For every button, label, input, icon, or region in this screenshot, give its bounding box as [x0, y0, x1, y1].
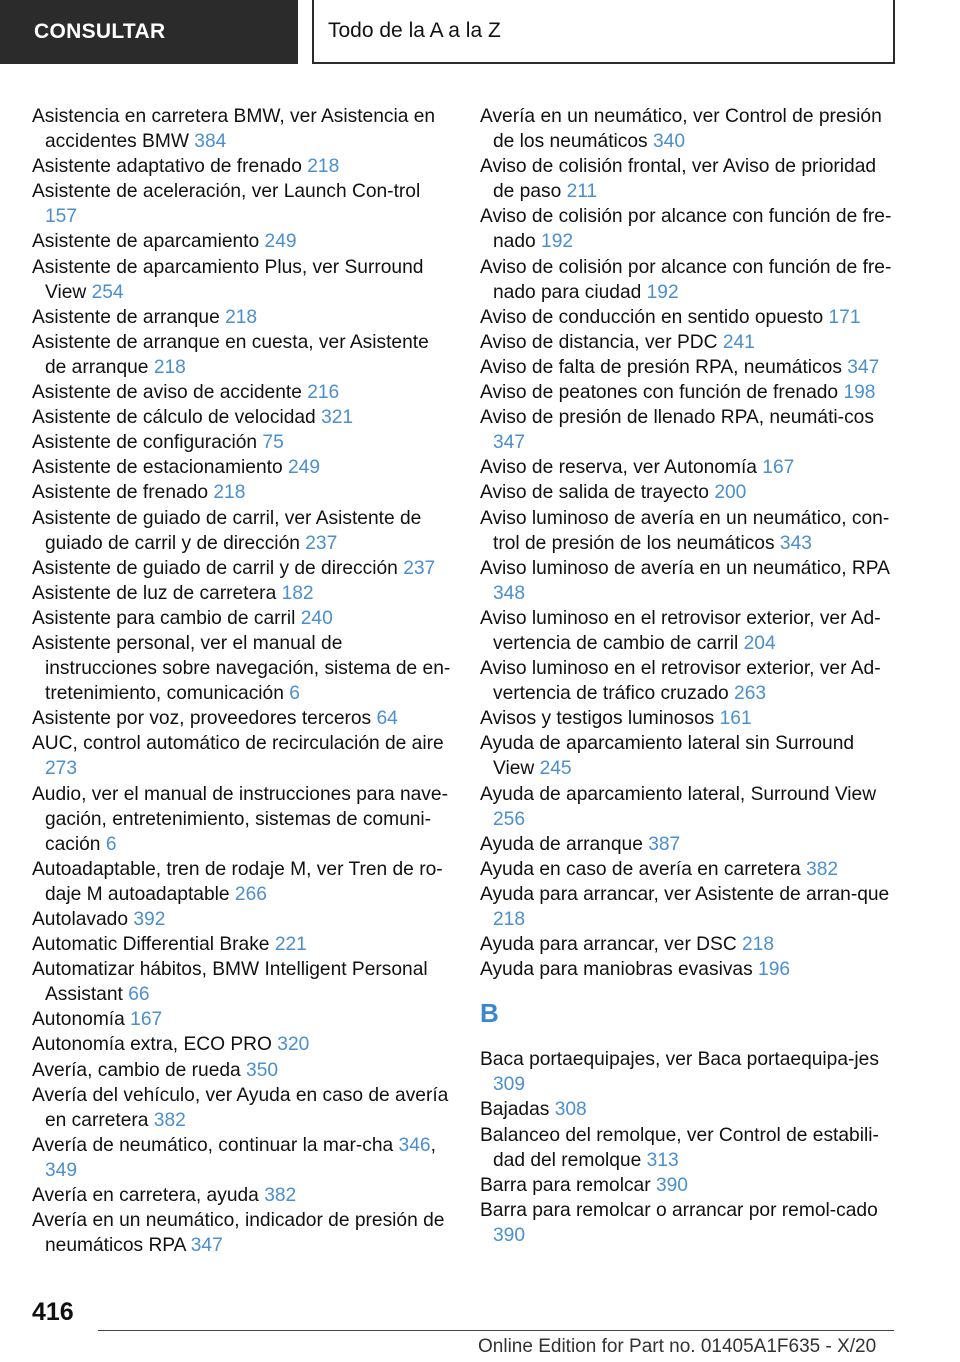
page-reference-link[interactable]: 382 — [806, 858, 839, 880]
footer-divider — [98, 1330, 894, 1331]
index-term: Asistente personal, ver el manual de instrucciones sobre navegación, sistema de en-tretenimiento, comunicación — [32, 632, 451, 705]
index-term: Asistente de configuración — [32, 432, 258, 454]
index-entry — [480, 731, 900, 781]
index-term: Avería en un neumático, indicador de presión de neumáticos RPA — [32, 1210, 445, 1257]
index-term: Avería de neumático, continuar la mar-cha — [32, 1134, 394, 1156]
index-entry — [480, 1123, 900, 1173]
index-term: Audio, ver el manual de instrucciones para nave-gación, entretenimiento, sistemas de comuni-cación — [32, 783, 448, 855]
index-entry — [32, 330, 452, 380]
index-entry — [480, 782, 900, 832]
index-entry — [32, 480, 452, 505]
page-reference-link[interactable]: 390 — [493, 1224, 526, 1246]
page-reference-link[interactable]: 256 — [493, 808, 526, 830]
index-entry — [32, 556, 452, 581]
index-term: Avisos y testigos luminosos — [480, 708, 715, 730]
index-term: Barra para remolcar — [480, 1174, 651, 1196]
page-reference-link[interactable]: 349 — [45, 1159, 78, 1181]
index-entry — [480, 255, 900, 305]
section-tab-consultar: CONSULTAR — [0, 0, 298, 64]
page-reference-link[interactable]: 192 — [646, 281, 679, 303]
index-term: Asistente de guiado de carril, ver Asistente de guiado de carril y de dirección — [32, 507, 422, 554]
index-entry — [32, 506, 452, 556]
page-reference-link[interactable]: 204 — [743, 632, 776, 654]
index-entry — [32, 179, 452, 229]
page-reference-link[interactable]: 346 — [398, 1134, 431, 1156]
page-reference-link[interactable]: 200 — [714, 482, 747, 504]
index-term: Avería en carretera, ayuda — [32, 1185, 259, 1207]
page-reference-link[interactable]: 348 — [493, 582, 526, 604]
index-term: Aviso de falta de presión RPA, neumáticos — [480, 356, 842, 378]
index-entry — [32, 1007, 452, 1032]
index-term: Asistente de cálculo de velocidad — [32, 407, 316, 429]
index-entry — [480, 480, 900, 505]
index-group-a — [480, 104, 900, 982]
index-term: Ayuda para arrancar, ver Asistente de arran-que — [480, 883, 890, 905]
index-entry: Avería de neumático, continuar la mar-cha 346, 349 — [32, 1134, 436, 1181]
page-reference-link[interactable]: 221 — [274, 934, 307, 956]
index-entry — [480, 1198, 900, 1248]
page-reference-link[interactable]: 384 — [194, 131, 227, 153]
index-entry — [480, 506, 900, 556]
index-entry — [480, 957, 900, 982]
page-reference-link[interactable]: 350 — [246, 1059, 279, 1081]
page-reference-link[interactable]: 218 — [153, 356, 186, 378]
index-term: Baca portaequipajes, ver Baca portaequipa-jes — [480, 1049, 879, 1071]
page-reference-link[interactable]: 64 — [376, 708, 398, 730]
index-term: Aviso luminoso de avería en un neumático, con-trol de presión de los neumáticos — [480, 507, 890, 554]
index-entry — [32, 1083, 452, 1133]
index-entry — [32, 455, 452, 480]
index-entry — [480, 1047, 900, 1097]
page-reference-link[interactable]: 266 — [234, 883, 267, 905]
index-entry — [32, 1032, 452, 1057]
page-reference-link[interactable]: 167 — [130, 1009, 163, 1031]
index-term: Aviso luminoso de avería en un neumático, RPA — [480, 557, 889, 579]
index-entry — [32, 907, 452, 932]
page-reference-link[interactable]: 167 — [762, 457, 795, 479]
index-term: Balanceo del remolque, ver Control de estabili-dad del remolque — [480, 1124, 879, 1171]
index-term: Asistente de aceleración, ver Launch Con-trol — [32, 181, 421, 203]
index-entry — [480, 305, 900, 330]
page-reference-link[interactable]: 218 — [493, 909, 526, 930]
index-entry — [32, 1058, 452, 1083]
index-entry — [480, 380, 900, 405]
index-term: Automatic Differential Brake — [32, 934, 270, 956]
index-term: Autonomía — [32, 1009, 125, 1031]
index-term: Asistente de aparcamiento — [32, 231, 260, 253]
page-reference-link[interactable]: 218 — [742, 934, 775, 956]
index-entry — [480, 204, 900, 254]
index-term: Aviso luminoso en el retrovisor exterior, ver Ad-vertencia de cambio de carril — [480, 607, 881, 654]
index-term: Ayuda de aparcamiento lateral, Surround View — [480, 783, 877, 805]
index-term: Asistente de guiado de carril y de dirección — [32, 557, 398, 579]
page-reference-link[interactable]: 192 — [541, 231, 574, 253]
index-entry — [480, 556, 900, 606]
index-entry — [480, 932, 900, 957]
index-term: Asistente para cambio de carril — [32, 607, 296, 629]
page-reference-link[interactable]: 245 — [539, 758, 572, 780]
page-reference-link[interactable]: 313 — [646, 1149, 679, 1171]
index-term: Ayuda para maniobras evasivas — [480, 959, 753, 981]
index-column-right — [480, 104, 900, 1248]
index-entry — [480, 104, 900, 154]
footer-edition: Online Edition for Part no. 01405A1F635 - X/20 — [478, 1336, 877, 1357]
index-entry — [32, 255, 452, 305]
index-term: Asistente de aviso de accidente — [32, 382, 302, 404]
index-term: Aviso de salida de trayecto — [480, 482, 709, 504]
index-term: Aviso de presión de llenado RPA, neumáti-cos — [480, 407, 874, 429]
index-entry — [32, 430, 452, 455]
page-reference-link[interactable]: 340 — [653, 131, 686, 153]
page-reference-link[interactable]: 347 — [493, 432, 526, 454]
index-group-b — [480, 1047, 900, 1248]
page-reference-link[interactable]: 161 — [719, 708, 752, 730]
page-reference-link[interactable]: 308 — [554, 1099, 587, 1121]
index-entry — [32, 1183, 452, 1208]
page-reference-link[interactable]: 237 — [403, 557, 436, 579]
index-term: Avería del vehículo, ver Ayuda en caso de avería en carretera — [32, 1084, 449, 1131]
index-term: Ayuda de aparcamiento lateral sin Surround View — [480, 733, 855, 780]
index-entry — [32, 104, 452, 154]
index-entry — [32, 1208, 452, 1258]
index-term: Ayuda en caso de avería en carretera — [480, 858, 801, 880]
page-reference-link[interactable]: 347 — [847, 356, 880, 378]
page-reference-link[interactable]: 218 — [307, 156, 340, 178]
index-entry — [32, 731, 452, 781]
index-entry — [32, 857, 452, 907]
index-term: Ayuda para arrancar, ver DSC — [480, 934, 737, 956]
index-entry — [32, 229, 452, 254]
page-reference-link[interactable]: 216 — [307, 382, 340, 404]
index-term: Aviso de colisión frontal, ver Aviso de prioridad de paso — [480, 156, 877, 203]
index-entry — [480, 154, 900, 204]
page-reference-link[interactable]: 321 — [321, 407, 354, 429]
page-reference-link[interactable]: 390 — [655, 1174, 688, 1196]
index-entry — [480, 882, 900, 932]
page-reference-link[interactable]: 6 — [289, 683, 300, 705]
page-reference-link[interactable]: 196 — [758, 959, 791, 981]
page-reference-link[interactable]: 347 — [190, 1235, 223, 1257]
index-term: Asistente de luz de carretera — [32, 582, 277, 604]
index-entry — [32, 631, 452, 706]
index-entry — [32, 380, 452, 405]
page-reference-link[interactable]: 218 — [213, 482, 246, 504]
index-column-left — [32, 104, 452, 1258]
page-reference-link[interactable]: 249 — [264, 231, 297, 253]
index-entry — [32, 581, 452, 606]
index-term: Barra para remolcar o arrancar por remol-cado — [480, 1199, 878, 1221]
index-entry — [480, 355, 900, 380]
index-term: Ayuda de arranque — [480, 833, 643, 855]
index-term: Aviso de conducción en sentido opuesto — [480, 306, 824, 328]
page-reference-link[interactable]: 218 — [225, 306, 258, 328]
page-reference-link[interactable]: 66 — [128, 984, 150, 1006]
page-reference-link[interactable]: 75 — [262, 432, 284, 454]
index-entry — [32, 606, 452, 631]
index-term: Avería, cambio de rueda — [32, 1059, 241, 1081]
index-entry — [480, 405, 900, 455]
section-title: Todo de la A a la Z — [312, 0, 895, 64]
index-term: Asistente por voz, proveedores terceros — [32, 708, 372, 730]
index-term: AUC, control automático de recirculación de aire — [32, 733, 444, 755]
page-reference-link[interactable]: 249 — [288, 457, 321, 479]
index-term: Asistente de estacionamiento — [32, 457, 283, 479]
index-entry — [480, 455, 900, 480]
index-entry — [480, 857, 900, 882]
index-entry — [480, 706, 900, 731]
page-reference-link[interactable]: 240 — [300, 607, 333, 629]
index-term: Bajadas — [480, 1099, 550, 1121]
index-entry — [480, 656, 900, 706]
index-entry — [480, 330, 900, 355]
index-term: Aviso de reserva, ver Autonomía — [480, 457, 757, 479]
page-reference-link[interactable]: 211 — [566, 181, 598, 203]
page-reference-link[interactable]: 171 — [828, 306, 861, 328]
index-term: Aviso luminoso en el retrovisor exterior, ver Ad-vertencia de tráfico cruzado — [480, 658, 881, 705]
page-reference-link[interactable]: 157 — [45, 206, 78, 228]
index-entry — [32, 305, 452, 330]
index-term: Autoadaptable, tren de rodaje M, ver Tren de ro-daje M autoadaptable — [32, 858, 443, 905]
index-term: Avería en un neumático, ver Control de presión de los neumáticos — [480, 106, 882, 153]
page-reference-link[interactable]: 237 — [305, 532, 338, 554]
index-entry — [480, 1173, 900, 1198]
index-term: Automatizar hábitos, BMW Intelligent Personal Assistant — [32, 959, 428, 1006]
page-reference-link[interactable]: 254 — [91, 281, 124, 303]
page-reference-link[interactable]: 392 — [133, 909, 166, 930]
index-term: Autonomía extra, ECO PRO — [32, 1034, 272, 1056]
index-entry — [480, 606, 900, 656]
index-entry — [32, 405, 452, 430]
page-reference-link[interactable]: 309 — [493, 1074, 526, 1096]
index-entry — [480, 1097, 900, 1122]
index-entry — [32, 154, 452, 179]
index-letter-heading: B — [480, 998, 499, 1029]
page-reference-link[interactable]: 6 — [105, 833, 117, 855]
page-reference-link[interactable]: 343 — [779, 532, 812, 554]
index-term: Autolavado — [32, 909, 129, 930]
page-reference-link[interactable]: 382 — [153, 1109, 186, 1131]
page-reference-link[interactable]: 273 — [45, 758, 78, 780]
page-reference-link[interactable]: 382 — [264, 1185, 297, 1207]
page-header — [0, 0, 960, 66]
index-term: Asistencia en carretera BMW, ver Asistencia en accidentes BMW — [32, 106, 436, 153]
page-reference-link[interactable]: 198 — [843, 382, 876, 404]
index-entry — [32, 957, 452, 1007]
index-term: Aviso de colisión por alcance con función de fre-nado — [480, 206, 892, 253]
index-term: Asistente de arranque — [32, 306, 220, 328]
page-reference-link[interactable]: 387 — [648, 833, 681, 855]
index-entry — [480, 832, 900, 857]
index-term: Aviso de distancia, ver PDC — [480, 331, 718, 353]
index-term: Aviso de peatones con función de frenado — [480, 382, 839, 404]
page-reference-link[interactable]: 182 — [281, 582, 314, 604]
index-term: Asistente de aparcamiento Plus, ver Surround View — [32, 256, 424, 303]
index-entry — [32, 932, 452, 957]
page-number: 416 — [32, 1298, 74, 1326]
page-reference-link[interactable]: 241 — [722, 331, 755, 353]
index-term: Aviso de colisión por alcance con función de fre-nado para ciudad — [480, 256, 892, 303]
index-term: Asistente de frenado — [32, 482, 209, 504]
index-term: Asistente de arranque en cuesta, ver Asistente de arranque — [32, 331, 429, 378]
index-term: Asistente adaptativo de frenado — [32, 156, 302, 178]
page-reference-link[interactable]: 263 — [734, 683, 767, 705]
index-entry — [32, 782, 452, 857]
index-entry — [32, 706, 452, 731]
page-reference-link[interactable]: 320 — [277, 1034, 310, 1056]
